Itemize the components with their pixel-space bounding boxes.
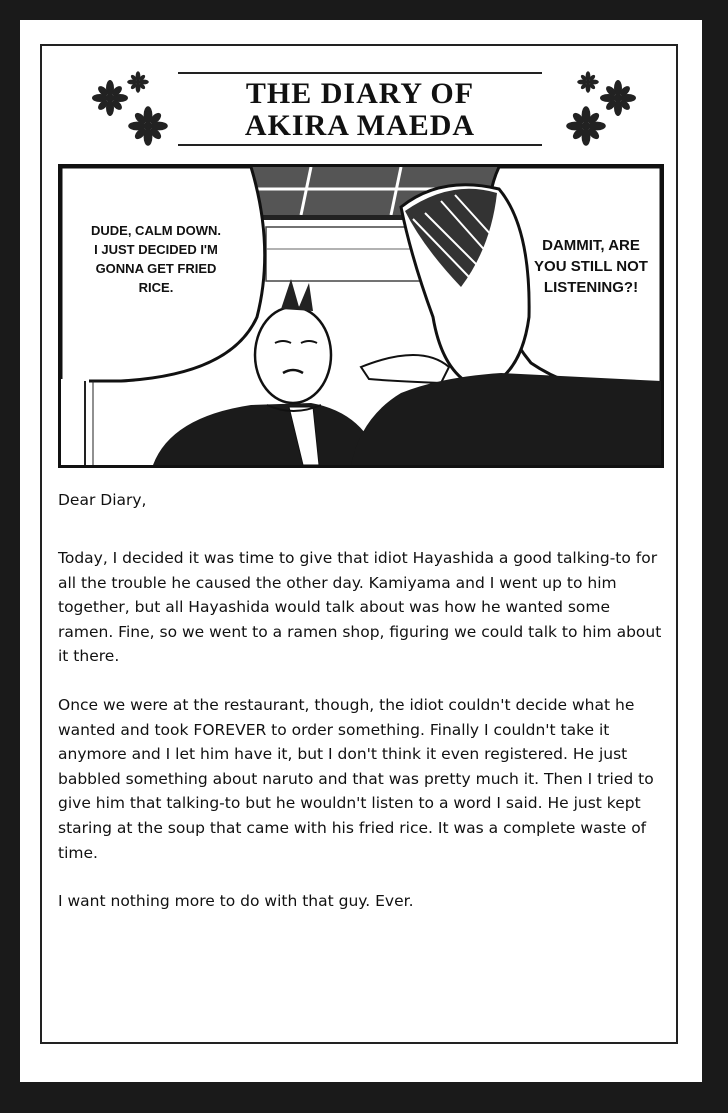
title-line-2: AKIRA MAEDA: [244, 109, 476, 142]
speech-bubble-left: DUDE, CALM DOWN. I JUST DECIDED I'M GONNA GET FRIED RICE.: [91, 223, 221, 295]
diary-paragraph-1: Today, I decided it was time to give that idiot Hayashida a good talking-to for all the trouble he caused the other day. Kamiyama and I went up to him together, but all Hayashida would talk about was how he wanted some ramen. Fine, so we went to a ramen shop, figuring we could talk to him about it there.: [58, 549, 662, 666]
diary-page: [20, 20, 702, 1082]
diary-entry: [58, 546, 668, 938]
title-block: [178, 68, 542, 164]
diary-paragraph-2: Once we were at the restaurant, though, the idiot couldn't decide what he wanted and took FOREVER to order something. Finally I couldn't take it anymore and I let him have it, but I don't think it even registered. He just babbled something about naruto and that was pretty much it. Then I tried to give him that talking-to but he wouldn't listen to a word I said. He just kept staring at the soup that came with his fried rice. It was a complete waste of time.: [58, 695, 654, 862]
comic-illustration: [61, 167, 661, 465]
title-rule-top: [178, 72, 542, 74]
title-rule-bottom: [178, 144, 542, 146]
flower-decoration-left: [88, 70, 178, 154]
diary-greeting: Dear Diary,: [58, 491, 147, 509]
comic-panel: [58, 164, 664, 468]
diary-paragraph-3: I want nothing more to do with that guy. Ever.: [58, 892, 414, 911]
speech-bubble-right: DAMMIT, ARE YOU STILL NOT LISTENING?!: [534, 237, 648, 296]
flower-decoration-right: [560, 70, 650, 154]
title-line-1: THE DIARY OF: [245, 77, 475, 110]
